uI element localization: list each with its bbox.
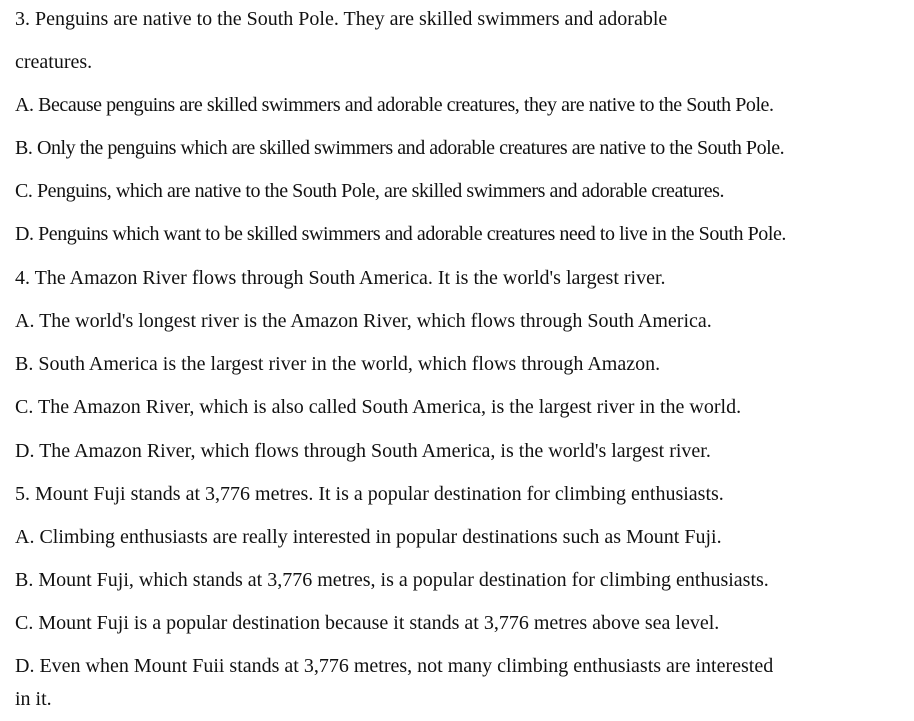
question-4-option-b: B. South America is the largest river in the world, which flows through Amazon. (15, 353, 661, 375)
question-3-option-a: A. Because penguins are skilled swimmers and adorable creatures, they are native to the South Pole. (15, 94, 774, 116)
question-5-option-d: D. Even when Mount Fuii stands at 3,776 metres, not many climbing enthusiasts are interested (15, 655, 774, 677)
question-4-option-d: D. The Amazon River, which flows through South America, is the world's largest river. (15, 440, 711, 462)
question-4-option-a: A. The world's longest river is the Amazon River, which flows through South America. (15, 310, 712, 332)
question-3-stem: 3. Penguins are native to the South Pole. They are skilled swimmers and adorable (15, 8, 668, 30)
question-5-option-b: B. Mount Fuji, which stands at 3,776 metres, is a popular destination for climbing enthusiasts. (15, 569, 769, 591)
question-5-option-c: C. Mount Fuji is a popular destination because it stands at 3,776 metres above sea level. (15, 612, 720, 634)
question-4-option-c: C. The Amazon River, which is also called South America, is the largest river in the world. (15, 396, 742, 418)
question-5-option-d-continued: in it. (15, 688, 52, 710)
question-3-option-c: C. Penguins, which are native to the South Pole, are skilled swimmers and adorable creatures. (15, 180, 725, 202)
question-3-option-b: B. Only the penguins which are skilled swimmers and adorable creatures are native to the South Pole. (15, 137, 785, 159)
question-5-stem: 5. Mount Fuji stands at 3,776 metres. It is a popular destination for climbing enthusiasts. (15, 483, 724, 505)
question-5-option-a: A. Climbing enthusiasts are really interested in popular destinations such as Mount Fuji. (15, 526, 722, 548)
question-3-option-d: D. Penguins which want to be skilled swimmers and adorable creatures need to live in the South Pole. (15, 223, 786, 245)
question-3-stem-continued: creatures. (15, 51, 93, 73)
question-4-stem: 4. The Amazon River flows through South America. It is the world's largest river. (15, 267, 666, 289)
